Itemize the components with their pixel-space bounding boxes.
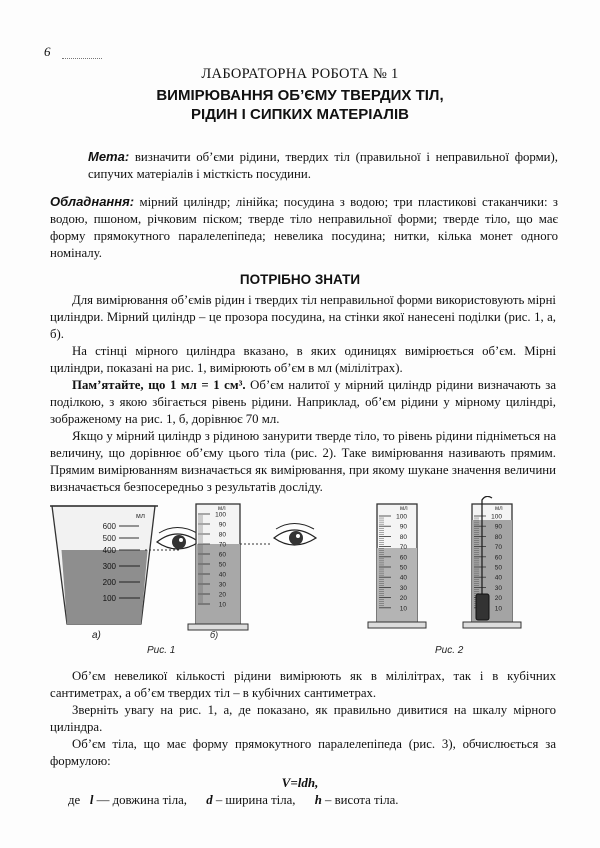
caption-fig2: Рис. 2 [435, 645, 464, 656]
cylinder-2b-tick-10: 10 [494, 605, 502, 613]
lab-title: ЛАБОРАТОРНА РОБОТА № 1 [201, 66, 399, 82]
cylinder-tick-100: 100 [215, 511, 226, 519]
figures-illustration [40, 496, 560, 658]
intro-text [50, 292, 556, 496]
legend-h-symbol: h [314, 793, 322, 807]
cylinder-2b-tick-60: 60 [494, 554, 502, 562]
legend-where: де [68, 793, 81, 807]
cylinder-2b-tick-30: 30 [494, 584, 502, 592]
cylinder-figure-2a [368, 504, 426, 628]
goal-block [88, 148, 558, 183]
beaker-figure [50, 506, 180, 641]
cylinder-tick-30: 30 [218, 581, 226, 589]
cylinder-2a-tick-70: 70 [399, 544, 407, 552]
cylinder-2a-tick-100: 100 [396, 513, 407, 521]
lab-topic-line2: РІДИН І СИПКИХ МАТЕРІАЛІВ [191, 106, 409, 123]
page-number: 6 [44, 44, 51, 59]
cylinder-figure [188, 504, 270, 640]
cylinder-tick-20: 20 [218, 591, 226, 599]
beaker-unit-label: мл [136, 513, 145, 520]
lab-topic [0, 86, 600, 124]
cylinder-2a-tick-50: 50 [399, 564, 407, 572]
cylinder-tick-70: 70 [218, 541, 226, 549]
legend-d-text: – ширина тіла, [215, 793, 296, 807]
cylinder-2a-unit-label: мл [400, 506, 408, 512]
eye-icon [157, 528, 199, 550]
paragraph-7: Об’єм тіла, що має форму прямокутного паралелепіпеда (рис. 3), обчислюється за формулою: [50, 737, 556, 768]
cylinder-2b-unit-label: мл [495, 506, 503, 512]
equipment-text [50, 193, 558, 262]
equipment-description: мірний циліндр; лінійка; посудина з водою; три пластикові стаканчики: з водою, пшоном, річковим піском; тверде тіло неправильної форми; тверде тіло, що має форму прямокутного паралелепіпеда; невелика посудина; нитки, кілька монет одного номіналу. [50, 195, 558, 260]
beaker-tick-400: 400 [102, 546, 116, 555]
cylinder-2a-tick-10: 10 [399, 605, 407, 613]
section-title: ПОТРІБНО ЗНАТИ [239, 272, 361, 287]
paragraph-3-rest: Об’єм налитої у мірний циліндр рідини визначають за поділкою, з якою збігається рівень рідини. Наприклад, об’єм рідини у мірному циліндрі, зображеному на рис. 1, б, дорівнює 70 мл. [50, 378, 557, 426]
cylinder-tick-10: 10 [218, 601, 226, 609]
eye-icon [274, 524, 316, 546]
beaker-tick-200: 200 [102, 578, 116, 587]
cylinder-tick-50: 50 [218, 561, 226, 569]
label-a: а) [92, 630, 101, 641]
cylinder-2b-tick-40: 40 [494, 574, 502, 582]
cylinder-2a-tick-40: 40 [399, 574, 407, 582]
cylinder-2a-tick-30: 30 [399, 584, 407, 592]
cylinder-2b-tick-70: 70 [494, 544, 502, 552]
equipment-label: Обладнання: [50, 194, 135, 209]
cylinder-tick-80: 80 [218, 531, 226, 539]
beaker-tick-100: 100 [102, 594, 116, 603]
equipment-block [50, 193, 558, 262]
paragraph-3-bold: Пам’ятайте, що 1 мл = 1 см³. [72, 378, 246, 392]
formula-legend [68, 793, 398, 808]
solid-body [476, 594, 489, 620]
beaker-tick-500: 500 [102, 534, 116, 543]
paragraph-5: Об’єм невеликої кількості рідини вимірюють як в мілілітрах, так і в кубічних сантиметрах, а об’єм твердих тіл – в кубічних сантиметрах. [50, 669, 556, 700]
label-b: б) [210, 630, 219, 640]
caption-fig1: Рис. 1 [147, 645, 176, 656]
paragraph-4: Якщо у мірний циліндр з рідиною занурити тверде тіло, то рівень рідини підніметься на величину, що дорівнює об’єму цього тіла (рис. 2). Таке вимірювання називають прямим. Прямим вимірюванням визначається як вимірювання, при якому шукане значення величини визначається безпосередньо з результатів досліду. [50, 429, 556, 494]
cylinder-2a-liquid [377, 548, 417, 622]
paragraph-6: Зверніть увагу на рис. 1, а, де показано, як правильно дивитися на шкалу мірного циліндра. [50, 703, 556, 734]
legend-l-text: — довжина тіла, [96, 793, 187, 807]
paragraph-3 [50, 377, 556, 428]
paragraph-1: Для вимірювання об’ємів рідин і твердих тіл неправильної форми використовують мірні циліндри. Мірний циліндр – це прозора посудина, на стінки якої нанесені поділки (рис. 1, а, б). [50, 293, 556, 341]
cylinder-tick-40: 40 [218, 571, 226, 579]
cylinder-2b-tick-80: 80 [494, 533, 502, 541]
paragraph-2: На стінці мірного циліндра вказано, в яких одиницях вимірюється об’єм. Мірні циліндри, показані на рис. 1, вимірюють об’єм в мл (мілілітрах). [50, 344, 556, 375]
cylinder-2a-tick-80: 80 [399, 533, 407, 541]
cylinder-tick-90: 90 [218, 521, 226, 529]
legend-h-text: – висота тіла. [325, 793, 399, 807]
goal-text [88, 148, 558, 183]
cylinder-2a-tick-20: 20 [399, 595, 407, 603]
beaker-tick-600: 600 [102, 522, 116, 531]
beaker-tick-300: 300 [102, 562, 116, 571]
goal-description: визначити об’єми рідини, твердих тіл (правильної і неправильної форми), сипучих матеріалів і місткість посудини. [88, 150, 558, 181]
goal-label: Мета: [88, 149, 130, 164]
legend-d-symbol: d [206, 793, 213, 807]
lab-topic-line1: ВИМІРЮВАННЯ ОБ’ЄМУ ТВЕРДИХ ТІЛ, [156, 87, 444, 104]
legend-l-symbol: l [89, 793, 94, 807]
lower-text [50, 668, 556, 770]
cylinder-tick-60: 60 [218, 551, 226, 559]
cylinder-2a-tick-60: 60 [399, 554, 407, 562]
cylinder-figure-2b [463, 496, 521, 628]
page-number-rule [62, 58, 102, 59]
cylinder-2b-tick-50: 50 [494, 564, 502, 572]
cylinder-2b-tick-100: 100 [491, 513, 502, 521]
cylinder-2b-tick-90: 90 [494, 523, 502, 531]
cylinder-2b-tick-20: 20 [494, 595, 502, 603]
cylinder-2a-tick-90: 90 [399, 523, 407, 531]
cylinder-unit-label: мл [218, 506, 226, 512]
volume-formula: V=ldh, [281, 775, 319, 790]
